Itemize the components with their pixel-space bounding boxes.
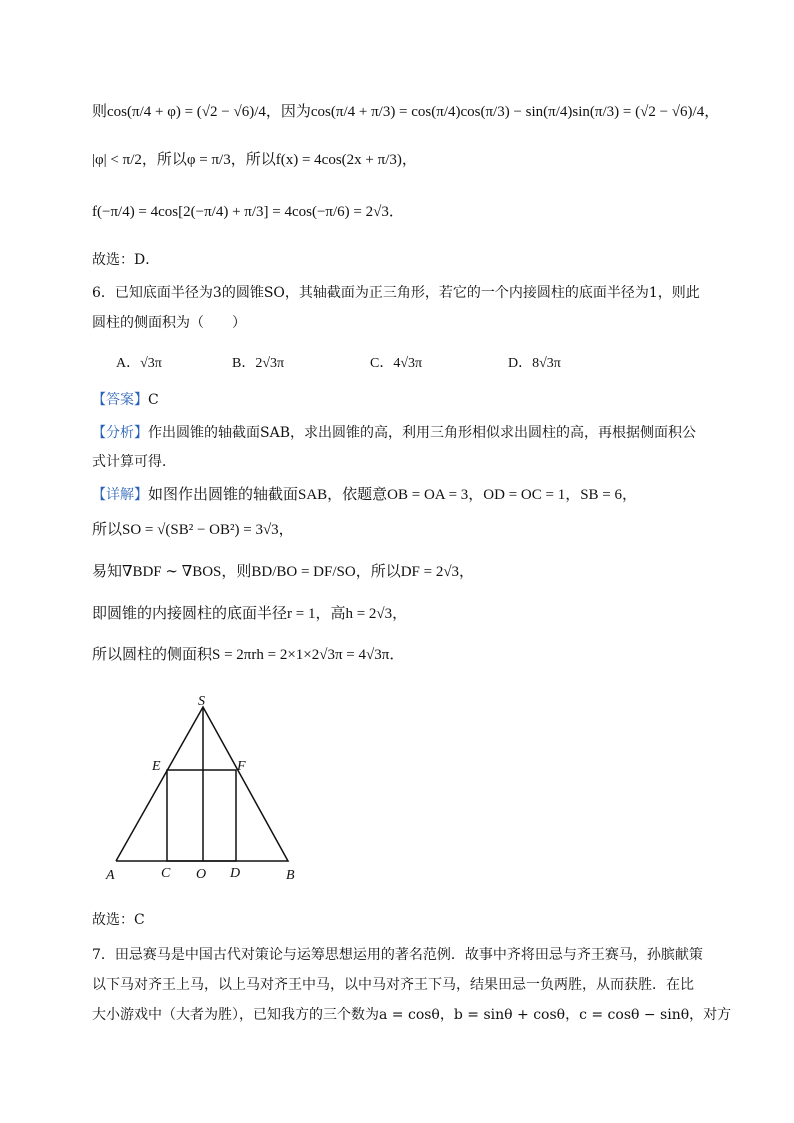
label-a: A <box>106 868 115 883</box>
option-d: D．8√3π <box>508 356 561 371</box>
solution-line-1: 则cos(π/4 + φ) = (√2 − √6)/4，因为cos(π/4 + π/3) = cos(π/4)cos(π/3) − sin(π/4)sin(π/3) = (√2 − √6)/4， <box>92 104 720 120</box>
analysis-line-1: 【分析】作出圆锥的轴截面SAB，求出圆锥的高，利用三角形相似求出圆柱的高，再根据侧面积公 <box>92 425 696 441</box>
analysis-tag: 【分析】 <box>92 425 148 441</box>
answer-tag: 【答案】 <box>92 392 148 408</box>
label-e: E <box>152 759 161 774</box>
option-a: A．√3π <box>116 356 162 371</box>
option-b: B．2√3π <box>232 356 285 371</box>
label-c: C <box>161 866 171 881</box>
detail-line-4: 即圆锥的内接圆柱的底面半径r = 1，高h = 2√3， <box>92 606 408 622</box>
label-d: D <box>230 866 241 881</box>
question-6-line-2: 圆柱的侧面积为（ ） <box>92 315 246 331</box>
label-o: O <box>196 867 207 882</box>
label-f: F <box>237 759 246 774</box>
detail-line-1: 【详解】如图作出圆锥的轴截面SAB，依题意OB = OA = 3，OD = OC = 1，SB = 6， <box>92 487 638 503</box>
detail-line-2: 所以SO = √(SB² − OB²) = 3√3， <box>92 522 294 538</box>
inscribed-cylinder-section <box>167 770 236 861</box>
solution-line-2: |φ| < π/2，所以φ = π/3，所以f(x) = 4cos(2x + π/3)， <box>92 152 417 168</box>
cone-cross-section-figure <box>100 690 330 890</box>
choice-c-line: 故选：C <box>92 912 145 928</box>
detail-tag: 【详解】 <box>92 487 148 503</box>
analysis-line-2: 式计算可得． <box>92 454 176 470</box>
detail-line-5: 所以圆柱的侧面积S = 2πrh = 2×1×2√3π = 4√3π． <box>92 647 405 663</box>
question-7-line-1: 7．田忌赛马是中国古代对策论与运筹思想运用的著名范例．故事中齐将田忌与齐王赛马，孙膑献策 <box>92 947 703 963</box>
answer-value: C <box>148 392 159 408</box>
question-7-line-3: 大小游戏中（大者为胜），已知我方的三个数为a = cosθ，b = sinθ + cosθ，c = cosθ − sinθ，对方 <box>92 1007 732 1023</box>
answer-line <box>92 390 734 410</box>
detail-line-3: 易知∇BDF ∼ ∇BOS，则BD/BO = DF/SO，所以DF = 2√3， <box>92 564 475 580</box>
question-6-line-1: 6．已知底面半径为3的圆锥SO，其轴截面为正三角形，若它的一个内接圆柱的底面半径为1，则此 <box>92 285 700 301</box>
question-7-line-2: 以下马对齐王上马，以上马对齐王中马，以中马对齐王下马，结果田忌一负两胜，从而获胜．在比 <box>92 977 694 993</box>
option-c: C．4√3π <box>370 356 423 371</box>
label-b: B <box>286 868 295 883</box>
triangle-sab <box>116 707 288 861</box>
label-s: S <box>198 694 205 709</box>
choice-d-line: 故选：D． <box>92 252 160 268</box>
solution-line-3: f(−π/4) = 4cos[2(−π/4) + π/3] = 4cos(−π/6) = 2√3． <box>92 204 404 220</box>
